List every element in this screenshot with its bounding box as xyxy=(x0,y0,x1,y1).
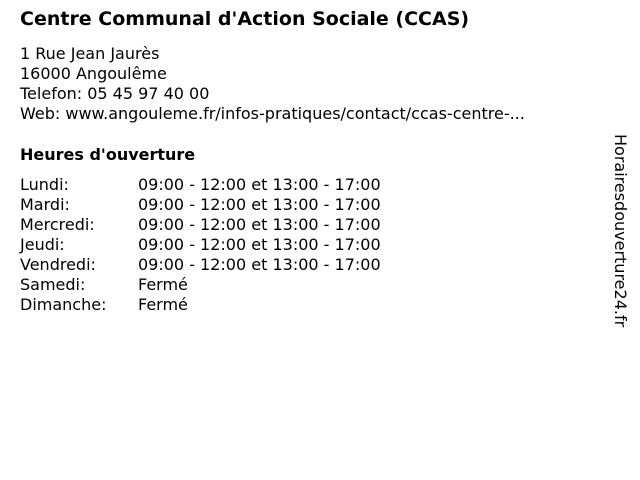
day-label: Jeudi: xyxy=(20,235,65,254)
page-title: Centre Communal d'Action Sociale (CCAS) xyxy=(20,8,470,30)
phone-number: Telefon: 05 45 97 40 00 xyxy=(20,84,210,103)
time-value: Fermé xyxy=(138,275,188,294)
opening-hours-table xyxy=(20,175,381,315)
hours-row-lundi xyxy=(20,175,381,195)
city-address: 16000 Angoulême xyxy=(20,64,167,83)
street-address: 1 Rue Jean Jaurès xyxy=(20,44,160,63)
time-value: Fermé xyxy=(138,295,188,314)
hours-row-vendredi xyxy=(20,255,381,275)
website-link[interactable]: Web: www.angouleme.fr/infos-pratiques/contact/ccas-centre-... xyxy=(20,104,525,123)
hours-row-mardi xyxy=(20,195,381,215)
day-label: Samedi: xyxy=(20,275,86,294)
hours-heading: Heures d'ouverture xyxy=(20,145,196,164)
day-label: Lundi: xyxy=(20,175,69,194)
hours-row-jeudi xyxy=(20,235,381,255)
hours-row-samedi xyxy=(20,275,381,295)
time-value: 09:00 - 12:00 et 13:00 - 17:00 xyxy=(138,175,381,194)
hours-row-dimanche xyxy=(20,295,381,315)
time-value: 09:00 - 12:00 et 13:00 - 17:00 xyxy=(138,255,381,274)
day-label: Vendredi: xyxy=(20,255,96,274)
day-label: Mercredi: xyxy=(20,215,95,234)
time-value: 09:00 - 12:00 et 13:00 - 17:00 xyxy=(138,235,381,254)
hours-row-mercredi xyxy=(20,215,381,235)
site-watermark: Horairesdouverture24.fr xyxy=(611,134,630,328)
address-block xyxy=(20,44,525,124)
time-value: 09:00 - 12:00 et 13:00 - 17:00 xyxy=(138,215,381,234)
day-label: Mardi: xyxy=(20,195,70,214)
time-value: 09:00 - 12:00 et 13:00 - 17:00 xyxy=(138,195,381,214)
day-label: Dimanche: xyxy=(20,295,107,314)
